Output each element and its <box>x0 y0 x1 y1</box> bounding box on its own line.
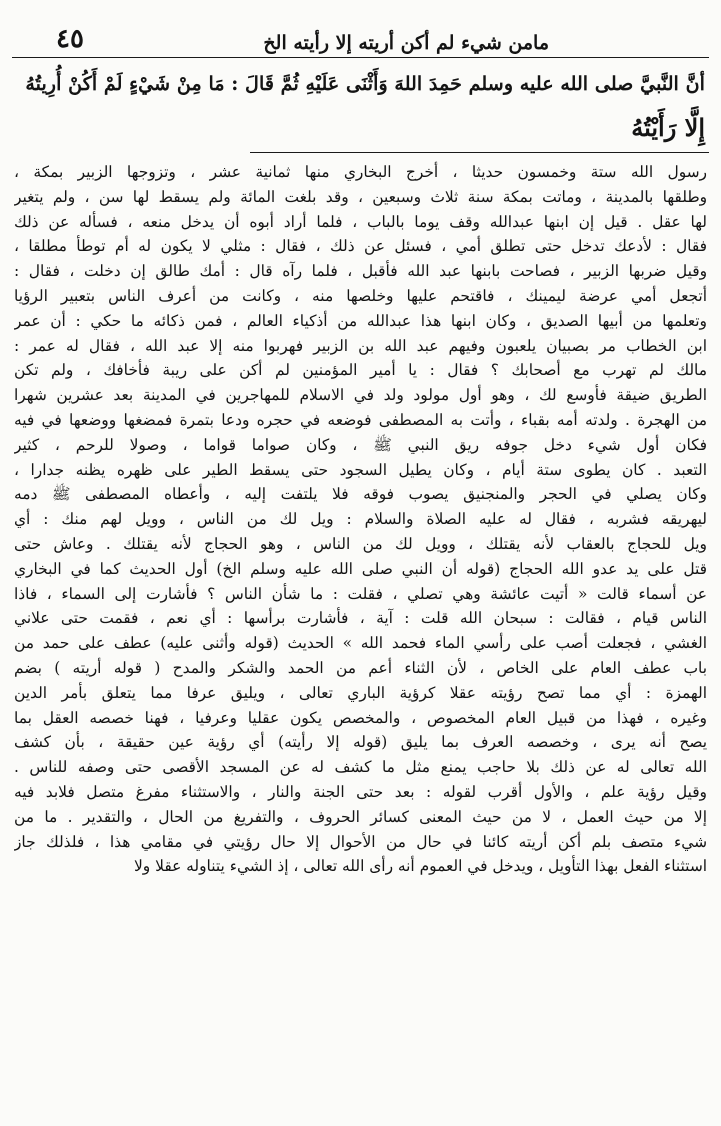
commentary-line: يصح أنه يرى ، وخصصه العرف بما يليق (قوله إلا رأيته) أي رؤية عين حقيقة ، بأن كشف <box>14 733 707 752</box>
commentary-line: إلا من حيث العمل ، لا من حيث المعنى كسائر الحروف ، والتفريغ من الحال ، والتقدير . ما من <box>14 807 707 826</box>
commentary-line: لها عقل . قيل إن ابنها عبدالله وقف يوما بالباب ، فلما أراد أبوه أن يدخل منعه ، فسأله عن ذلك <box>14 212 707 231</box>
commentary-line: وطلقها بالمدينة ، وماتت بمكة سنة ثلاث وسبعين ، وقد بلغت المائة ولم يسقط لها سن ، ولم يتغير <box>14 187 707 206</box>
commentary-line: وكان يصلي في الحجر والمنجنيق يصوب فوقه فلا يلتفت إليه ، وأعطاه المصطفى ﷺ دمه <box>14 485 707 504</box>
commentary-line: عن أسماء قالت « أتيت عائشة وهي تصلي ، فقلت : ما شأن الناس ؟ فأشارت إلى السماء ، فاذا <box>14 584 707 603</box>
hadith-line: أنَّ النَّبيَّ صلى الله عليه وسلم حَمِدَ اللهَ وَأَثْنَى عَلَيْهِ ثُمَّ قَالَ : مَا مِنْ شَيْءٍ لَمْ أَكُنْ أُرِيتُهُ <box>25 72 705 95</box>
commentary-line: رسول الله ستة وخمسون حديثا ، أخرج البخاري منها ثمانية عشر ، وتزوجها الزبير بمكة ، <box>14 163 707 181</box>
commentary-line: أتجعل أمي عرضة ليمينك ، فاقتحم عليها وخلصها منه ، وكانت من أعرف الناس بتعبير الرؤيا <box>14 286 707 305</box>
commentary-line: وتعلمها من أبيها الصديق ، وكان ابنها هذا عبدالله من أذكياء العالم ، فمن ذكائه ما حكي : أن عمر <box>14 311 707 330</box>
commentary-line: فقال : لأدعك تدخل حتى تطلق أمي ، فسئل عن ذلك ، فقال : مثلي لا يكون له أم توطأ مطلقا ، <box>14 237 707 256</box>
commentary-line: ويل للحجاج بالعقاب لأنه يقتلك ، وويل لك من الناس ، وهو الحجاج لأنه يقتلك . وعاش حتى <box>14 534 707 553</box>
commentary-line: مالك لم تهرب مع أصحابك ؟ فقال : يا أمير المؤمنين لم أكن على ريبة فأخافك ، ولم تكن <box>14 361 707 380</box>
commentary-line: وقيل ضربها الزبير ، فصاحت بابنها عبد الله فأقبل ، فلما رآه قال : أمك طالق إن دخلت ، فقال : <box>14 262 707 281</box>
commentary-line: وقيل رؤية علم ، والأول أقرب لقوله : بعد حتى الجنة والنار ، والاستثناء مفرغ متصل فلابد فيه <box>14 782 707 801</box>
commentary-line: الغشي ، فجعلت أصب على رأسي الماء فحمد الله » الحديث (قوله وأثنى عليه) عطف على حمد من <box>14 634 707 653</box>
commentary-line: الهمزة : أي مما تصح رؤيته عقلا كرؤية الباري تعالى ، ويليق عرفا مما يتعلق بأمر الدين <box>14 683 707 702</box>
commentary-line: وغيره ، فهذا من قبيل العام المخصوص ، والمخصص يكون عقليا وعرفيا ، فهنا خصصه العقل بما <box>14 708 707 727</box>
commentary-line: قتل على يد عدو الله الحجاج (قوله أن النبي صلى الله عليه وسلم الخ) أول الحديث كما في البخاري <box>14 559 707 578</box>
header-rule <box>12 57 709 58</box>
commentary-line: الناس قيام ، فقالت : سبحان الله قلت : آية ، فأشارت برأسها : أي نعم ، فقمت حتى علاني <box>14 609 707 628</box>
commentary-line: فكان أول شيء دخل جوفه ريق النبي ﷺ ، وكان صواما قواما ، وصولا للرحم ، كثير <box>14 435 707 454</box>
commentary-line: الطريق ضيقة فأوسع لك ، وهو أول مولود ولد في الاسلام للمهاجرين في المدينة بعد عشرين شهرا <box>14 386 707 405</box>
commentary-line: ابن الخطاب مر بصبيان يلعبون وفيهم عبد الله بن الزبير فهربوا منه إلا عبد الله ، فقال له عمر : <box>14 336 707 355</box>
hadith-line: إِلَّا رَأَيْتُهُ <box>631 113 705 142</box>
commentary-line: استثناء الفعل بهذا التأويل ، ويدخل في العموم أنه رأى الله تعالى ، إذ الشيء يتناوله عقلا ولا <box>134 857 707 876</box>
running-title: مامن شيء لم أكن أريته إلا رأيته الخ <box>263 32 549 54</box>
commentary-line: ليهريقه فشربه ، فقال له عليه الصلاة والسلام : ويل لك من الناس ، وويل لهم منك : أي <box>14 510 707 529</box>
page-header <box>12 20 709 54</box>
hadith-text <box>16 62 705 150</box>
commentary-line: باب عطف العام على الخاص ، لأن الثناء أعم من الحمد والشكر والمدح ( قوله أريته ) بضم <box>14 658 707 677</box>
commentary-text <box>14 160 707 879</box>
commentary-line: الله تعالى له عن ذلك بلا حاجب يمنع مثل ما كشف له عن المسجد الأقصى حتى وصفه للناس . <box>14 758 707 777</box>
commentary-line: شيء متصف بلم أكن أريته كائنا في حال من الأحوال إلا حال رؤيتي في مقامي هذا ، فلذلك جاز <box>14 832 707 851</box>
commentary-line: من الهجرة . ولدته أمه بقباء ، وأتت به المصطفى فوضعه في حجره ودعا بتمرة فمضغها ووضعها في فيه <box>14 410 707 429</box>
page-number: ٤٥ <box>56 24 84 54</box>
commentary-line: التعبد . كان يطوى ستة أيام ، وكان يطيل السجود حتى يسقط الطير على ظهره يظنه جدارا ، <box>14 460 707 479</box>
section-divider <box>250 152 709 153</box>
